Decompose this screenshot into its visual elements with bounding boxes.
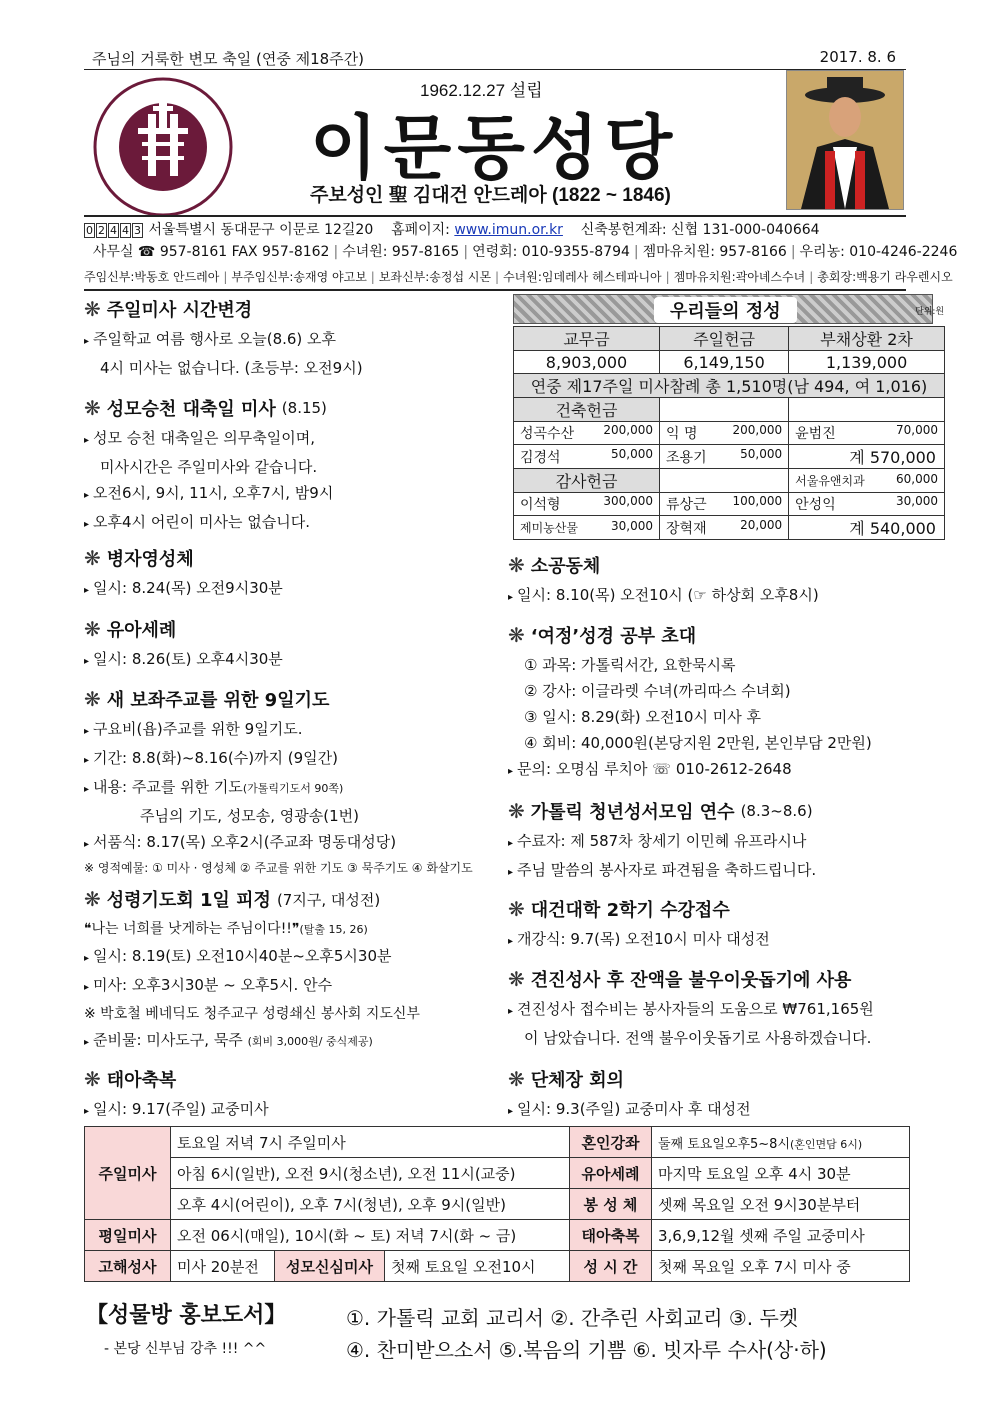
text-line: 서품식: 8.17(목) 오후2시(주교좌 명동대성당) [93, 833, 397, 851]
top-line [84, 48, 906, 70]
staff-item: 부주임신부:송재영 야고보 [231, 270, 367, 284]
table-cell: 토요일 저녁 7시 주일미사 [171, 1127, 570, 1158]
section-title: 태아축복 [106, 1070, 177, 1091]
zip-digit: 4 [110, 224, 117, 237]
section-subtitle: (7지구, 대성전) [276, 890, 381, 909]
table-row [85, 1189, 910, 1220]
donor-amount: 30,000 [896, 494, 938, 508]
bulletin-date: 2017. 8. 6 [819, 48, 896, 66]
donor-amount: 50,000 [740, 446, 783, 461]
table-cell: 둘째 토요일오후5~8시 [657, 1136, 790, 1152]
section-mark-icon: ❋ [84, 887, 101, 911]
table-row [85, 1158, 910, 1189]
section-mark-icon: ❋ [508, 623, 525, 647]
text-line: 기간: 8.8(화)~8.16(수)까지 (9일간) [93, 749, 339, 767]
quote-ref: (탈출 15, 26) [299, 923, 368, 936]
table-row [514, 516, 945, 540]
donor-name: 안성익 [795, 497, 836, 513]
table-row [85, 1220, 910, 1251]
row-header: 고해성사 [85, 1251, 171, 1282]
section-title: 새 보좌주교를 위한 9일기도 [106, 690, 330, 711]
promo-books-line: ④. 찬미받으소서 ⑤.복음의 기쁨 ⑥. 빗자루 수사(상·하) [346, 1338, 827, 1362]
contact-row: 사무실 ☎ 957-8161 FAX 957-8162 | 수녀원: 957-8165 | 연령회: 010-9355-8794 | 젬마유치원: 957-8166 | 우리농: 010-4246-2246 [92, 244, 958, 260]
homepage-link[interactable]: www.imun.or.kr [454, 222, 563, 238]
donor-amount: 70,000 [896, 423, 938, 437]
row-header: 혼인강좌 [569, 1127, 651, 1158]
section-fetus-blessing: ❋ 태아축복 ▸ 일시: 9.17(주일) 교중미사 [84, 1067, 269, 1118]
contact-farm: 우리농: 010-4246-2246 [799, 244, 958, 260]
patron-saint: 주보성인 聖 김대건 안드레아 (1822 ~ 1846) [310, 185, 671, 206]
building-total: 계 570,000 [789, 445, 945, 469]
address-row [84, 215, 906, 239]
table-row [514, 398, 945, 422]
staff-item: 수녀원:임데레사 헤스테파니아 [503, 270, 662, 284]
donor-name: 서울유앤치과 [795, 474, 865, 488]
text-line: 문의: 오명심 루치아 ☏ 010-2612-2648 [517, 760, 792, 778]
row-header: 태아축복 [569, 1220, 651, 1251]
section-title: ‘여정’성경 공부 초대 [530, 626, 697, 647]
table-row [514, 327, 945, 351]
staff-item: 주임신부:박동호 안드레아 [84, 270, 220, 284]
table-cell: 8,903,000 [514, 351, 660, 374]
text-line: 주일학교 여름 행사로 오늘(8.6) 오후 [93, 330, 337, 348]
text-line: ④ 회비: 40,000원(본당지원 2만원, 본인부담 2만원) [524, 734, 872, 752]
promo-books-line: ①. 가톨릭 교회 교리서 ②. 간추린 사회교리 ③. 두켓 [346, 1306, 799, 1330]
text-line: 구요비(욥)주교를 위한 9일기도. [93, 720, 303, 738]
address: 서울특별시 동대문구 이문로 12길20 [148, 222, 374, 238]
text-line: 미사시간은 주일미사와 같습니다. [100, 458, 318, 476]
table-header: 주일헌금 [660, 327, 789, 351]
table-cell: 미사 20분전 [171, 1251, 275, 1282]
saint-portrait [786, 70, 904, 210]
zip-digit: 0 [86, 224, 93, 237]
zip-digit: 4 [122, 224, 129, 237]
section-leaders-meeting: ❋ 단체장 회의 ▸ 일시: 9.3(주일) 교중미사 후 대성전 [508, 1067, 751, 1118]
staff-item: 젬마유치원:곽아녜스수녀 [673, 270, 806, 284]
table-cell: 1,139,000 [789, 351, 945, 374]
table-row [514, 493, 945, 516]
text-line: 일시: 9.3(주일) 교중미사 후 대성전 [517, 1100, 751, 1118]
offerings-unit: 단위:원 [915, 307, 945, 317]
section-mark-icon: ❋ [84, 687, 101, 711]
text-line: 일시: 8.24(목) 오전9시30분 [93, 579, 283, 597]
donor-name: 윤범진 [795, 426, 836, 442]
table-cell: 3,6,9,12월 셋째 주일 교중미사 [651, 1220, 909, 1251]
table-row [514, 351, 945, 374]
text-line: 일시: 8.26(토) 오후4시30분 [93, 650, 283, 668]
section-title: 대건대학 2학기 수강접수 [530, 900, 730, 921]
contact-funeral: 연령회: 010-9355-8794 [472, 244, 630, 260]
section-title: 유아세례 [106, 620, 177, 641]
offerings-title: 우리들의 정성 [654, 297, 797, 323]
donor-amount: 60,000 [896, 472, 938, 486]
text-line: 오전6시, 9시, 11시, 오후7시, 밤9시 [93, 484, 334, 502]
offerings-table [513, 326, 945, 540]
staff-item: 보좌신부:송정섭 시몬 [378, 270, 492, 284]
table-header: 교무금 [514, 327, 660, 351]
text-line: 성모 승천 대축일은 의무축일이며, [93, 429, 315, 447]
text-line: 일시: 9.17(주일) 교중미사 [93, 1100, 269, 1118]
row-header: 성모신심미사 [275, 1251, 385, 1282]
text-line: 준비물: 미사도구, 묵주 [93, 1031, 243, 1049]
donor-name: 류상근 [666, 497, 707, 513]
section-mark-icon: ❋ [508, 553, 525, 577]
section-title: 주일미사 시간변경 [106, 300, 253, 321]
section-subtitle: (8.15) [281, 399, 327, 417]
staff-item: 총회장:백용기 라우렌시오 [817, 270, 953, 284]
text-line: 미사: 오후3시30분 ~ 오후5시. 안수 [93, 976, 333, 994]
table-row [514, 445, 945, 469]
section-youth-bible: ❋ 가톨릭 청년성서모임 연수 (8.3~8.6) ▸ 수료자: 제 587차 창세기 이민혜 유프라시나 ▸ 주님 말씀의 봉사자로 파견됨을 축하드립니다. [508, 799, 817, 879]
row-header: 평일미사 [85, 1220, 171, 1251]
table-row [514, 374, 945, 398]
text-line: 일시: 8.19(토) 오전10시40분~오후5시30분 [93, 947, 392, 965]
parish-logo [92, 76, 234, 218]
section-retreat: ❋ 성령기도회 1일 피정 (7지구, 대성전) ❝나는 너희를 낫게하는 주님이다!!❞(탈출 15, 26) ▸ 일시: 8.19(토) 오전10시40분~오후5시30분 ▸ 미사: 오후3시30분 ~ 오후5시. 안수 ※ 박호철 베네딕도 청주교구 성령쇄신 봉사회 지도신부 ▸ 준비물: 미사도구, 묵주 (회비 3,000원/ 중식제공) [84, 886, 494, 1056]
mass-schedule-table [84, 1126, 910, 1282]
contact-convent: 수녀원: 957-8165 [342, 244, 460, 260]
founded-date: 1962.12.27 설립 [420, 81, 543, 100]
table-row [514, 422, 945, 445]
text-line: 이 남았습니다. 전액 불우이웃돕기로 사용하겠습니다. [524, 1029, 872, 1047]
text-line: (회비 3,000원/ 중식제공) [247, 1035, 373, 1048]
donor-amount: 30,000 [611, 519, 654, 533]
section-mark-icon: ❋ [84, 396, 101, 420]
donor-name: 장혁재 [666, 520, 707, 537]
text-line: 개강식: 9.7(목) 오전10시 미사 대성전 [517, 930, 770, 948]
donor-name: 이석형 [520, 497, 561, 513]
table-row [514, 469, 945, 493]
homepage-label: 홈페이지: [391, 222, 450, 238]
section-mark-icon: ❋ [508, 897, 525, 921]
section-infant-baptism: ❋ 유아세례 ▸ 일시: 8.26(토) 오후4시30분 [84, 617, 283, 668]
row-header: 주일미사 [85, 1127, 171, 1220]
table-cell: 6,149,150 [660, 351, 789, 374]
text-line: 수료자: 제 587차 창세기 이민혜 유프라시나 [517, 832, 807, 850]
thanks-total: 계 540,000 [789, 516, 945, 540]
text-line: ※ 박호철 베네딕도 청주교구 성령쇄신 봉사회 지도신부 [84, 1006, 420, 1022]
section-confirmation-balance: ❋ 견진성사 후 잔액을 불우이웃돕기에 사용 ▸ 견진성사 접수비는 봉사자들의 도움으로 ₩761,165원 이 남았습니다. 전액 불우이웃돕기로 사용하겠습니다. [508, 966, 918, 1051]
row-header: 유아세례 [569, 1158, 651, 1189]
donor-amount: 200,000 [603, 423, 654, 437]
promo-title: 【성물방 홍보도서】 [86, 1303, 287, 1328]
church-name: 이문동성당 [310, 109, 679, 187]
offerings-header [513, 294, 933, 324]
section-mark-icon: ❋ [508, 799, 525, 823]
section-mark-icon: ❋ [84, 1067, 101, 1091]
section-mark-icon: ❋ [508, 1067, 525, 1091]
donor-name: 제미농산물 [520, 521, 578, 535]
section-sick-communion: ❋ 병자영성체 ▸ 일시: 8.24(목) 오전9시30분 [84, 546, 283, 597]
section-bible-study: ❋ ‘여정’성경 공부 초대 ① 과목: 가톨릭서간, 요한묵시록 ② 강사: 이글라렛 수녀(까리따스 수녀회) ③ 일시: 8.29(화) 오전10시 미사 후 ④ 회비: 40,000원(본당지원 2만원, 본인부담 2만원) ▸ 문의: 오명심 루치아 ☏ 010-2612-2648 [508, 622, 918, 785]
text-line: ③ 일시: 8.29(화) 오전10시 미사 후 [524, 708, 761, 726]
thanks-label: 감사헌금 [514, 469, 660, 493]
table-cell: 셋째 목요일 오전 9시30분부터 [651, 1189, 909, 1220]
text-line: (가톨릭기도서 90쪽) [242, 782, 344, 795]
table-cell: 마지막 토요일 오후 4시 30분 [651, 1158, 909, 1189]
zip-digit: 3 [134, 224, 141, 237]
table-cell: 아침 6시(일반), 오전 9시(청소년), 오전 11시(교중) [171, 1158, 570, 1189]
section-title: 성령기도회 1일 피정 [106, 890, 271, 911]
table-row [85, 1127, 910, 1158]
feast-title: 주님의 거룩한 변모 축일 (연중 제18주간) [92, 50, 364, 68]
zip-digit: 2 [98, 224, 105, 237]
table-cell: 첫째 목요일 오후 7시 미사 중 [651, 1251, 909, 1282]
text-line: 4시 미사는 없습니다. (초등부: 오전9시) [100, 359, 363, 377]
section-title: 가톨릭 청년성서모임 연수 [530, 802, 735, 823]
section-title: 견진성사 후 잔액을 불우이웃돕기에 사용 [530, 970, 852, 991]
donor-name: 익 명 [666, 426, 698, 442]
text-line: 주님 말씀의 봉사자로 파견됨을 축하드립니다. [517, 861, 817, 879]
section-assumption-mass: ❋ 성모승천 대축일 미사 (8.15) ▸ 성모 승천 대축일은 의무축일이며, 미사시간은 주일미사와 같습니다. ▸ 오전6시, 9시, 11시, 오후7시, 밤9시 ▸ 오후4시 어린이 미사는 없습니다. [84, 395, 494, 538]
donor-amount: 200,000 [732, 423, 783, 437]
attendance: 연중 제17주일 미사참례 총 1,510명(남 494, 여 1,016) [514, 374, 945, 398]
building-label: 건축헌금 [514, 398, 660, 422]
text-line: ② 강사: 이글라렛 수녀(까리따스 수녀회) [524, 682, 791, 700]
text-line: 일시: 8.10(목) 오전10시 (☞ 하상회 오후8시) [517, 586, 819, 604]
donor-amount: 50,000 [611, 446, 654, 461]
table-cell: 오후 4시(어린이), 오후 7시(청년), 오후 9시(일반) [171, 1189, 570, 1220]
section-small-community: ❋ 소공동체 ▸ 일시: 8.10(목) 오전10시 (☞ 하상회 오후8시) [508, 553, 819, 604]
section-title: 단체장 회의 [530, 1070, 624, 1091]
donor-amount: 300,000 [603, 494, 654, 508]
row-header: 봉 성 체 [569, 1189, 651, 1220]
text-line: ① 과목: 가톨릭서간, 요한묵시록 [524, 656, 736, 674]
table-cell: 오전 06시(매일), 10시(화 ~ 토) 저녁 7시(화 ~ 금) [171, 1220, 570, 1251]
section-sunday-mass-change: ❋ 주일미사 시간변경 ▸ 주일학교 여름 행사로 오늘(8.6) 오후 4시 미사는 없습니다. (초등부: 오전9시) [84, 296, 494, 381]
text-line: 견진성사 접수비는 봉사자들의 도움으로 ₩761,165원 [517, 1000, 874, 1018]
section-title: 병자영성체 [106, 549, 194, 570]
donor-amount: 20,000 [740, 517, 783, 532]
quote-line: ❝나는 너희를 낫게하는 주님이다!!❞ [84, 921, 300, 937]
text-line: 주님의 기도, 성모송, 영광송(1번) [140, 807, 359, 825]
promo-subtitle: - 본당 신부님 강추 !!! ^^ [104, 1341, 267, 1357]
section-college: ❋ 대건대학 2학기 수강접수 ▸ 개강식: 9.7(목) 오전10시 미사 대성전 [508, 897, 770, 948]
contact-office: 사무실 ☎ 957-8161 FAX 957-8162 [92, 244, 330, 260]
table-cell: 첫째 토요일 오전10시 [385, 1251, 570, 1282]
table-row [85, 1251, 910, 1282]
table-header: 부채상환 2차 [789, 327, 945, 351]
section-mark-icon: ❋ [84, 546, 101, 570]
section-mark-icon: ❋ [84, 617, 101, 641]
donor-amount: 100,000 [732, 494, 783, 508]
row-header: 성 시 간 [569, 1251, 651, 1282]
section-title: 소공동체 [530, 556, 601, 577]
section-subtitle: (8.3~8.6) [740, 802, 813, 820]
donor-name: 조용기 [666, 449, 707, 466]
table-cell: (혼인면담 6시) [790, 1137, 863, 1151]
text-line: 내용: 주교를 위한 기도 [93, 778, 243, 796]
note-line: ※ 영적예물: ① 미사 · 영성체 ② 주교를 위한 기도 ③ 묵주기도 ④ 화살기도 [84, 861, 473, 875]
section-title: 성모승천 대축일 미사 [106, 399, 276, 420]
contact-kindergarten: 젬마유치원: 957-8166 [642, 244, 787, 260]
text-line: 오후4시 어린이 미사는 없습니다. [93, 513, 311, 531]
section-mark-icon: ❋ [84, 297, 101, 321]
staff-row: 주임신부:박동호 안드레아 | 부주임신부:송재영 야고보 | 보좌신부:송정섭 시몬 | 수녀원:임데레사 헤스테파니아 | 젬마유치원:곽아녜스수녀 | 총회장:백용기 라우렌시오 [84, 268, 906, 291]
section-mark-icon: ❋ [508, 967, 525, 991]
account: 신축봉헌계좌: 신협 131-000-040664 [580, 222, 820, 238]
section-novena: ❋ 새 보좌주교를 위한 9일기도 ▸ 구요비(욥)주교를 위한 9일기도. ▸ 기간: 8.8(화)~8.16(수)까지 (9일간) ▸ 내용: 주교를 위한 기도(가톨릭기도서 90쪽) 주님의 기도, 성모송, 영광송(1번) ▸ 서품식: 8.17(목) 오후2시(주교좌 명동대성당) ※ 영적예물: ① 미사 · 영성체 ② 주교를 위한 기도 ③ 묵주기도 ④ 화살기도 [84, 686, 494, 878]
donor-name: 성곡수산 [520, 426, 575, 442]
donor-name: 김경석 [520, 449, 561, 466]
